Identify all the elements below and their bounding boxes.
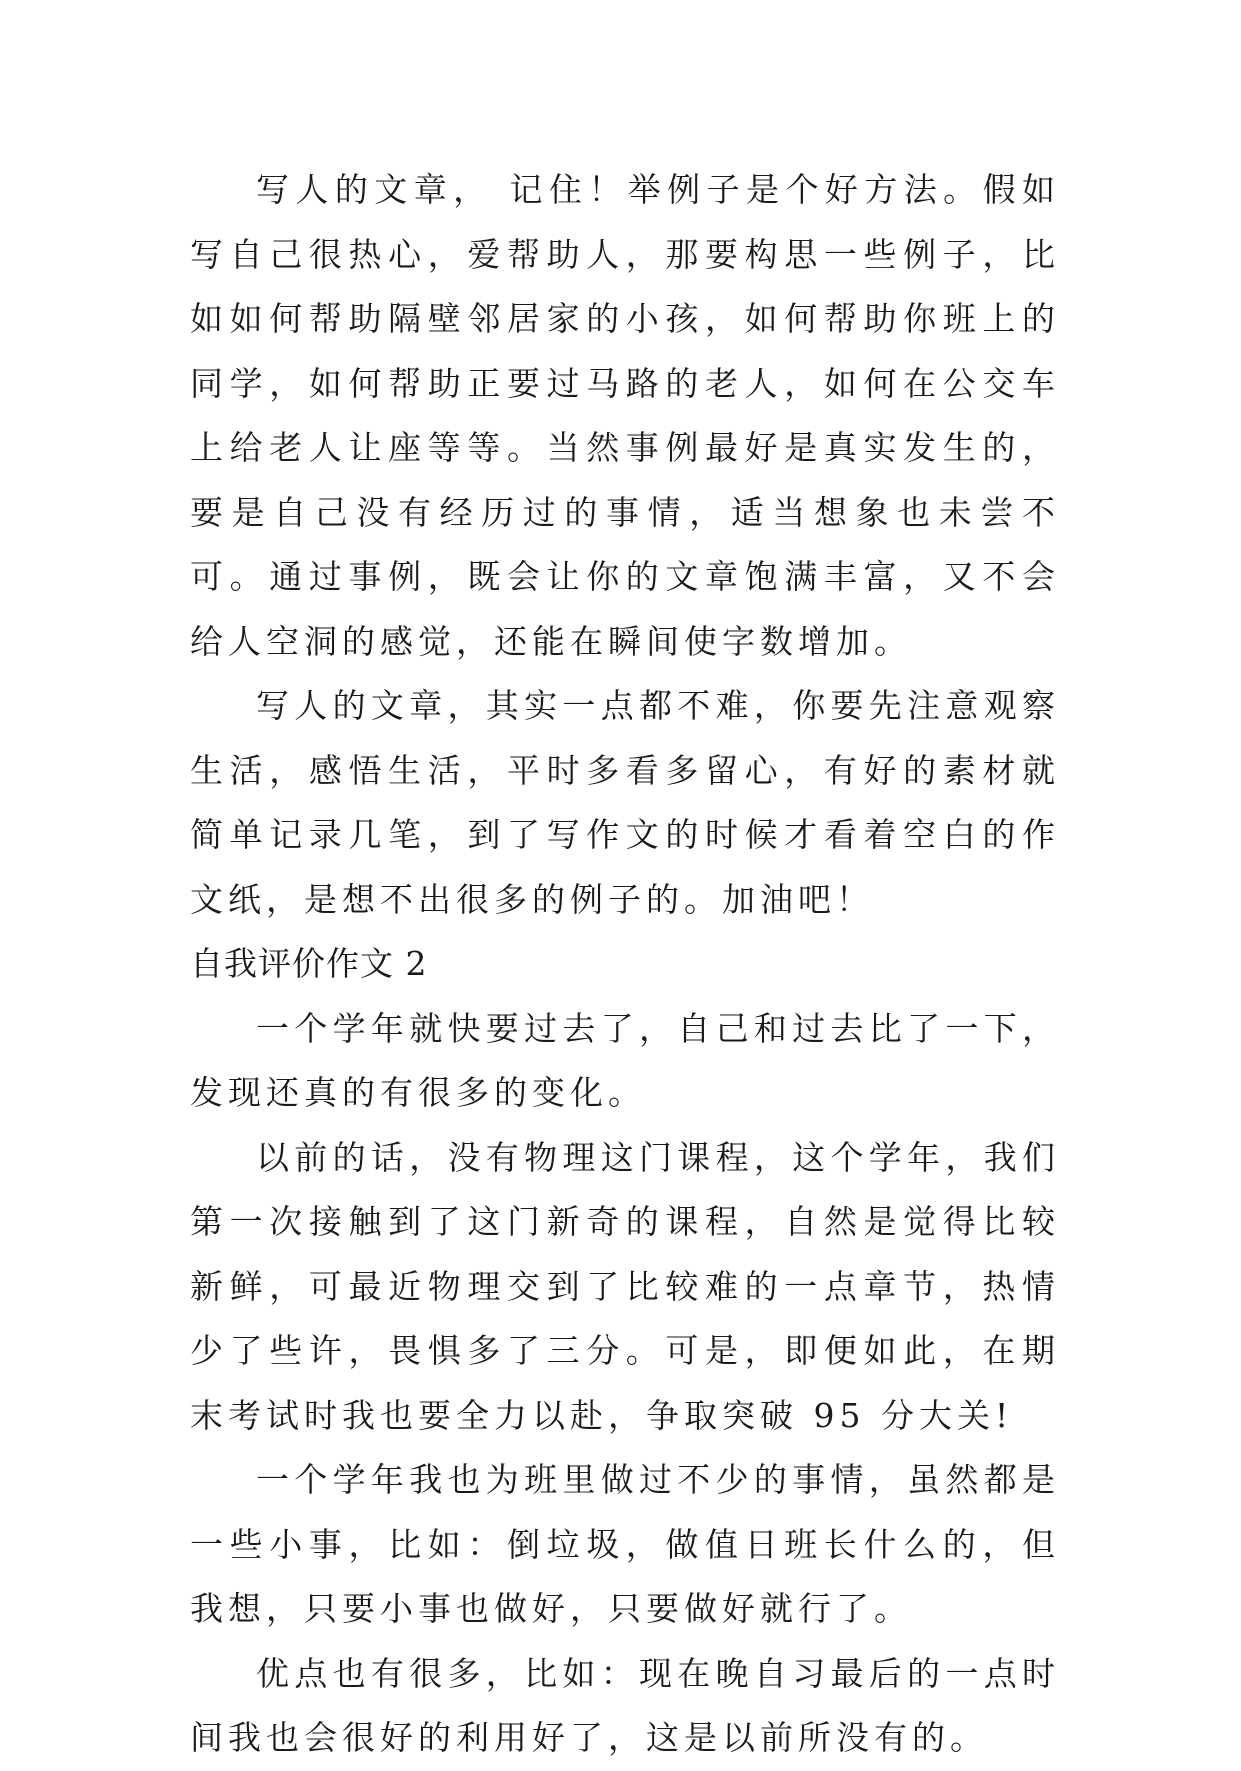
paragraph: 写人的文章， 记住！举例子是个好方法。假如写自己很热心，爱帮助人，那要构思一些例子，比如如何帮助隔壁邻居家的小孩，如何帮助你班上的同学，如何帮助正要过马路的老人，如何在公交车上给老人让座等等。当然事例最好是真实发生的，要是自己没有经历过的事情，适当想象也未尝不可。通过事例，既会让你的文章饱满丰富，又不会给人空洞的感觉，还能在瞬间使字数增加。 [190,170,1060,661]
paragraph: 一个学年就快要过去了，自己和过去比了一下，发现还真的有很多的变化。 [190,1008,1060,1112]
document-body [190,158,1060,1771]
paragraph: 写人的文章，其实一点都不难，你要先注意观察生活，感悟生活，平时多看多留心，有好的素材就简单记录几笔，到了写作文的时候才看着空白的作文纸，是想不出很多的例子的。加油吧！ [190,686,1060,919]
section-title: 自我评价作文 2 [190,944,428,983]
paragraph: 一个学年我也为班里做过不少的事情，虽然都是一些小事，比如：倒垃圾，做值日班长什么的，但我想，只要小事也做好，只要做好就行了。 [190,1460,1060,1628]
paragraph: 以前的话，没有物理这门课程，这个学年，我们第一次接触到了这门新奇的课程，自然是觉得比较新鲜，可最近物理交到了比较难的一点章节，热情少了些许，畏惧多了三分。可是，即便如此，在期末考试时我也要全力以赴，争取突破 95 分大关! [190,1137,1060,1435]
paragraph: 优点也有很多，比如：现在晚自习最后的一点时间我也会很好的利用好了，这是以前所没有的。 [190,1653,1060,1757]
